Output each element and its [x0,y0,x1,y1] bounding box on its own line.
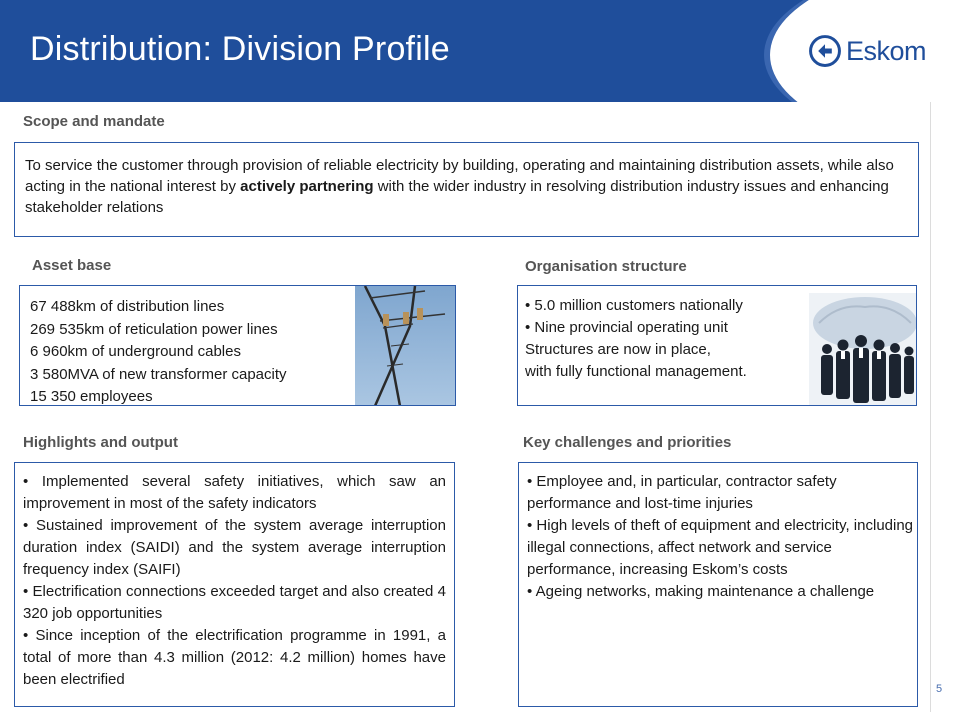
page-title: Distribution: Division Profile [30,30,450,68]
asset-base-box [19,285,456,406]
organisation-list [525,295,747,383]
highlights-list [23,471,446,691]
asset-base-list [30,296,287,406]
organisation-line: • 5.0 million customers nationally [525,297,743,314]
scope-text-part1: To service the customer through provision of reliable electricity by building, operating and maintaining distribution assets, while also acting in the national interest by [25,157,894,195]
scope-box [14,142,919,237]
organisation-line: with fully functional management. [525,363,747,380]
challenge-item: • Employee and, in particular, contractor safety performance and lost-time injuries [527,473,837,512]
asset-line: 15 350 employees [30,388,153,405]
highlight-item: • Electrification connections exceeded target and also created 4 320 job opportunities [23,583,446,622]
asset-base-heading: Asset base [32,257,112,274]
logo-text: Eskom [846,35,927,66]
highlight-item: • Sustained improvement of the system average interruption duration index (SAIDI) and the system average interruption frequency index (SAIFI) [23,517,446,578]
organisation-heading: Organisation structure [525,258,687,275]
eskom-logo [808,34,926,68]
challenge-item: • Ageing networks, making maintenance a challenge [527,583,875,600]
power-pylon-photo [355,286,456,406]
asset-line: 6 960km of underground cables [30,343,241,360]
asset-line: 3 580MVA of new transformer capacity [30,365,287,383]
challenge-item: • High levels of theft of equipment and electricity, including illegal connections, affect network and service performance, increasing Eskom’s costs [527,517,914,578]
challenges-box [518,462,918,707]
asset-line: 269 535km of reticulation power lines [30,320,278,338]
organisation-box [517,285,917,406]
scope-text [25,155,908,218]
highlight-item: • Since inception of the electrification programme in 1991, a total of more than 4.3 million (2012: 4.2 million) homes have been electrified [23,627,446,688]
scope-text-part2: with the wider industry in resolving distribution industry issues and enhancing stakeholder relations [25,178,889,216]
challenges-list [527,471,913,603]
page-number: 5 [936,683,943,695]
asset-line: 67 488km of distribution lines [30,298,225,315]
scope-heading: Scope and mandate [23,113,165,130]
scope-text-emphasis: actively partnering [240,178,374,195]
right-margin-rule [930,102,931,712]
header-band [0,0,960,102]
organisation-line: Structures are now in place, [525,341,711,358]
eskom-logo-icon [808,34,842,68]
challenges-heading: Key challenges and priorities [523,434,732,451]
highlights-box [14,462,455,707]
business-people-photo [809,293,917,406]
highlight-item: • Implemented several safety initiatives, which saw an improvement in most of the safety indicators [23,473,446,512]
highlights-heading: Highlights and output [23,434,178,451]
organisation-line: • Nine provincial operating unit [525,319,728,336]
